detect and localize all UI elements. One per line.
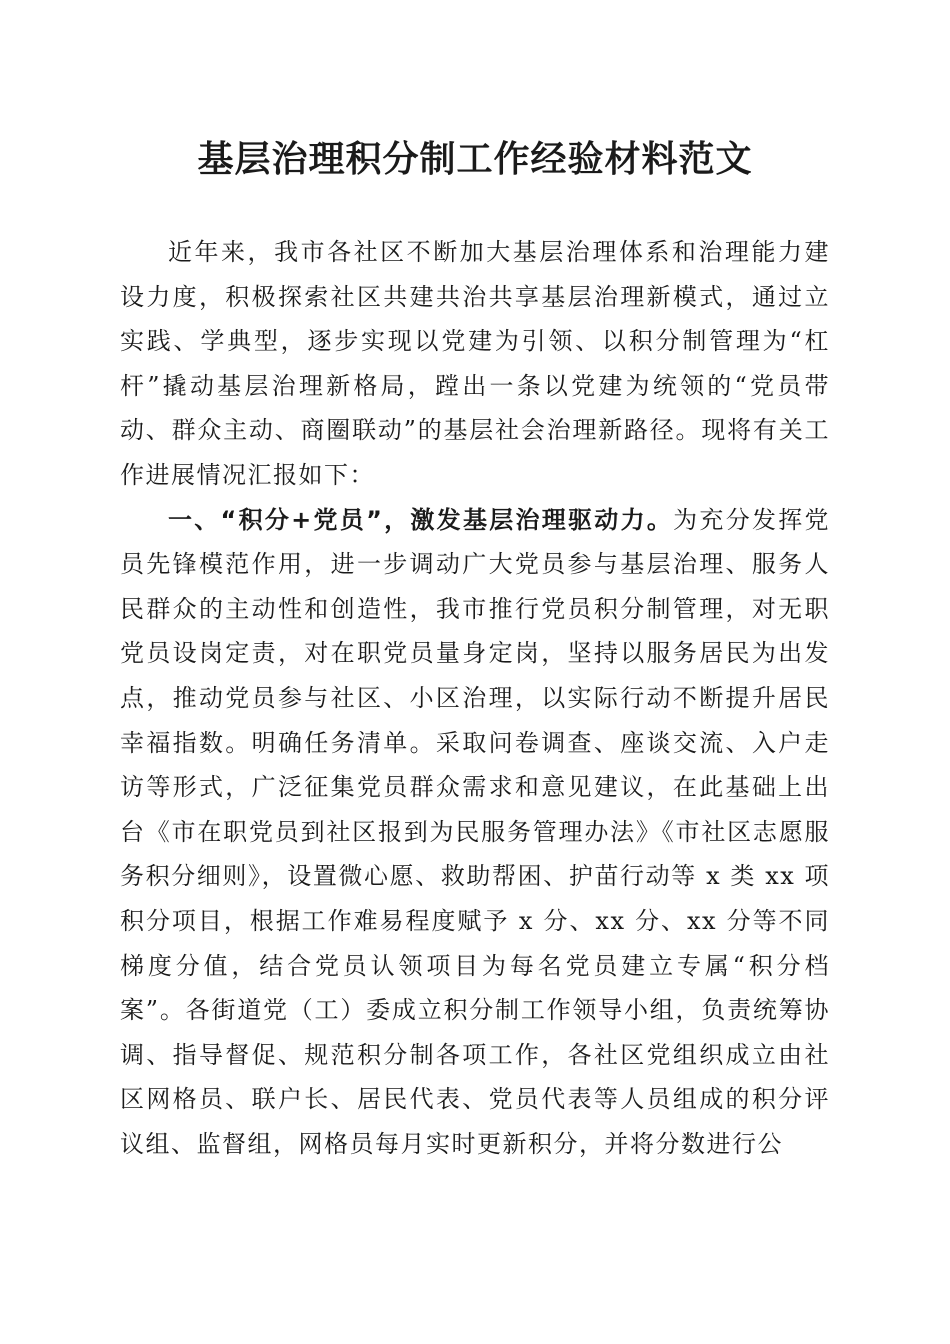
section-1-heading: 一、“积分+党员”，激发基层治理驱动力。 — [168, 505, 674, 534]
document-title: 基层治理积分制工作经验材料范文 — [197, 138, 753, 180]
paragraph-intro: 近年来，我市各社区不断加大基层治理体系和治理能力建设力度，积极探索社区共建共治共享基层治理新模式，通过立实践、学典型，逐步实现以党建为引领、以积分制管理为“杠杆”撬动基层治理新格局，蹚出一条以党建为统领的“党员带动、群众主动、商圈联动”的基层社会治理新路径。现将有关工作进展情况汇报如下： — [120, 238, 830, 489]
paragraph-section-1 — [120, 498, 830, 1167]
section-1-text: 为充分发挥党员先锋模范作用，进一步调动广大党员参与基层治理、服务人民群众的主动性和创造性，我市推行党员积分制管理，对无职党员设岗定责，对在职党员量身定岗，坚持以服务居民为出发点，推动党员参与社区、小区治理，以实际行动不断提升居民幸福指数。明确任务清单。采取问卷调查、座谈交流、入户走访等形式，广泛征集党员群众需求和意见建议，在此基础上出台《市在职党员到社区报到为民服务管理办法》《市社区志愿服务积分细则》，设置微心愿、救助帮困、护苗行动等 x 类 xx 项积分项目，根据工作难易程度赋予 x 分、xx 分、xx 分等不同梯度分值，结合党员认领项目为每名党员建立专属“积分档案”。各街道党（工）委成立积分制工作领导小组，负责统筹协调、指导督促、规范积分制各项工作，各社区党组织成立由社区网格员、联户长、居民代表、党员代表等人员组成的积分评议组、监督组，网格员每月实时更新积分，并将分数进行公 — [120, 505, 831, 1158]
document-body — [120, 230, 830, 1166]
